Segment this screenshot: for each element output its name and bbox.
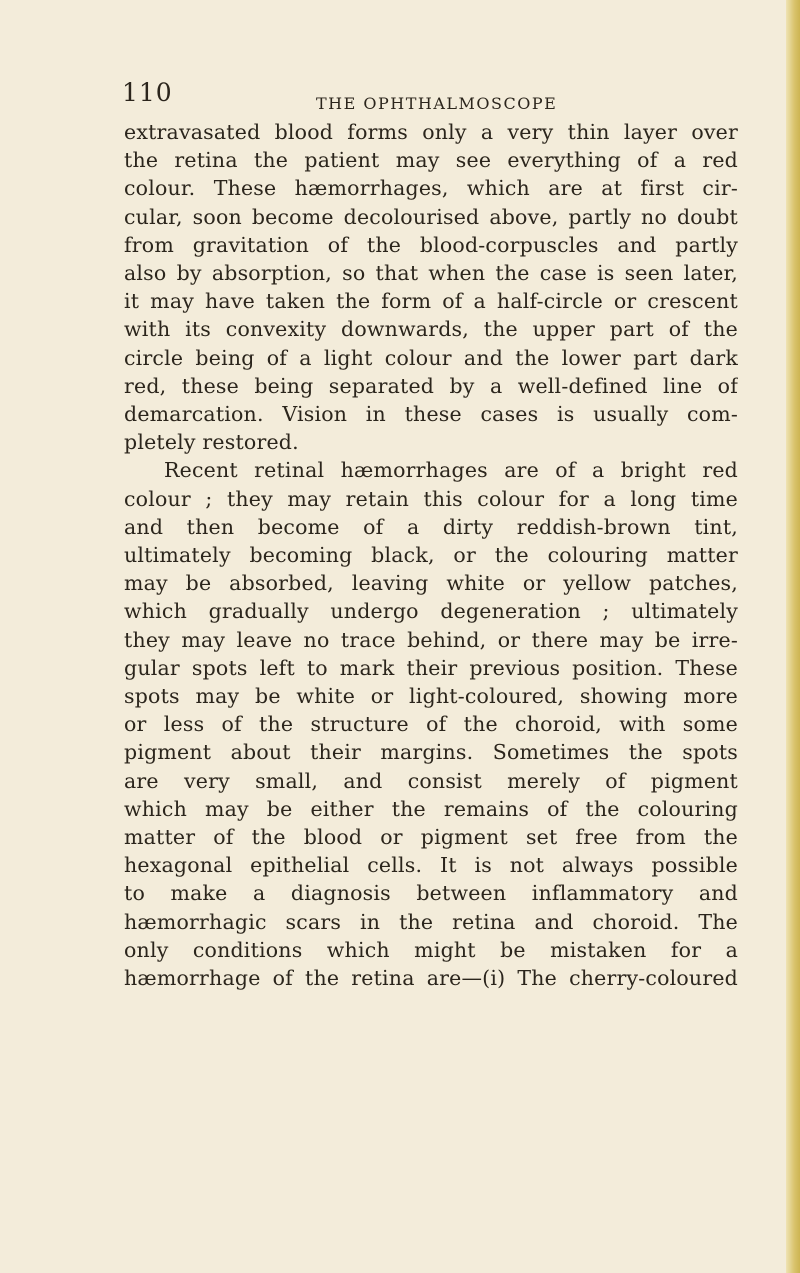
text-line: from gravitation of the blood-corpuscles and partly [124,232,738,257]
text-line: which gradually undergo degeneration ; ultimately [124,599,738,624]
text-line: red, these being separated by a well-defined line of [124,373,738,398]
text-line: or less of the structure of the choroid, with some [124,712,738,737]
text-line: cular, soon become decolourised above, partly no doubt [124,204,738,229]
text-line: colour ; they may retain this colour for a long time [124,486,738,511]
page-number: 110 [122,78,173,107]
text-line: gular spots left to mark their previous position. These [124,655,738,680]
text-line: are very small, and consist merely of pigment [124,768,738,793]
text-line: may be absorbed, leaving white or yellow patches, [124,571,738,596]
text-line-paragraph-start: Recent retinal hæmorrhages are of a bright red [164,458,738,483]
text-line: hæmorrhage of the retina are—(i) The cherry-coloured [124,966,738,991]
text-line: and then become of a dirty reddish-brown tint, [124,514,738,539]
page-edge-gutter [786,0,800,1273]
text-line: to make a diagnosis between inflammatory and [124,881,738,906]
text-line: also by absorption, so that when the case is seen later, [124,261,738,286]
text-line: pigment about their margins. Sometimes the spots [124,740,738,765]
body-text [124,118,738,992]
text-line: with its convexity downwards, the upper part of the [124,317,738,342]
text-line: spots may be white or light-coloured, showing more [124,684,738,709]
text-line: circle being of a light colour and the lower part dark [124,345,738,370]
text-line: extravasated blood forms only a very thin layer over [124,120,738,144]
text-line: which may be either the remains of the colouring [124,796,738,821]
running-head-title: THE OPHTHALMOSCOPE [316,94,558,113]
text-line: ultimately becoming black, or the colouring matter [124,543,738,568]
text-line: the retina the patient may see everything of a red [124,148,738,173]
text-line: demarcation. Vision in these cases is usually com- [124,402,738,427]
text-line: it may have taken the form of a half-circle or crescent [124,289,738,314]
text-line: hæmorrhagic scars in the retina and choroid. The [124,909,738,934]
text-line: pletely restored. [124,430,299,455]
text-line: hexagonal epithelial cells. It is not always possible [124,853,738,878]
text-line: matter of the blood or pigment set free from the [124,825,738,850]
text-line: they may leave no trace behind, or there may be irre- [124,627,738,652]
text-line: colour. These hæmorrhages, which are at first cir- [124,176,738,201]
text-line: only conditions which might be mistaken for a [124,937,738,962]
